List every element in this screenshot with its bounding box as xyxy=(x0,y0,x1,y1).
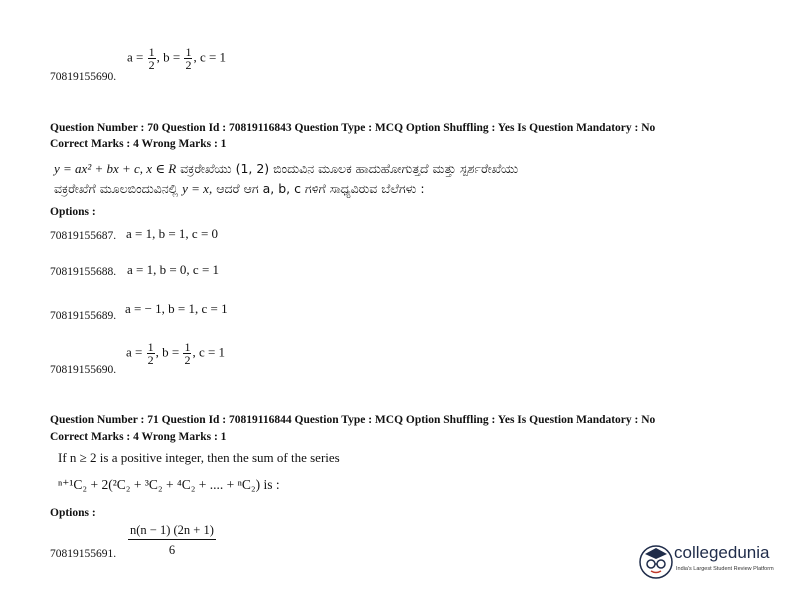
option-id: 70819155689. xyxy=(50,310,117,322)
question-kannada-text: ಆದರೆ ಆಗ a, b, c ಗಳಿಗೆ ಸಾಧ್ಯವಿರುವ ಬೆಲೆಗಳು : xyxy=(216,181,425,196)
top-option-math xyxy=(127,46,226,71)
question-math: y = ax² + bx + c, x ∈ R xyxy=(54,161,177,176)
logo-name: collegedunia xyxy=(674,543,770,562)
fraction xyxy=(147,341,155,366)
fraction-denominator: 2 xyxy=(147,353,154,367)
option-text[interactable]: a = 1, b = 1, c = 0 xyxy=(126,226,219,241)
fraction xyxy=(184,46,192,71)
option-id: 70819155687. xyxy=(50,230,117,242)
fraction-numerator: 1 xyxy=(184,340,191,354)
fraction-denominator: 2 xyxy=(184,353,191,367)
math-suffix: , c = 1 xyxy=(192,344,226,360)
fraction-denominator: 6 xyxy=(168,543,176,557)
fraction-numerator: 1 xyxy=(148,45,155,59)
options-label: Options : xyxy=(50,507,96,519)
option-id: 70819155690. xyxy=(50,71,117,83)
fraction-numerator: n(n − 1) (2n + 1) xyxy=(128,523,216,540)
question-header: Question Number : 70 Question Id : 70819116843 Question Type : MCQ Option Shuffling : Yes Is Question Mandatory : No xyxy=(50,122,656,134)
option-text[interactable] xyxy=(126,341,225,366)
options-label: Options : xyxy=(50,206,96,218)
math-mid: , b = xyxy=(156,49,181,65)
question-kannada-text: ವಕ್ರರೇಖೆಯು (1, 2) ಬಿಂದುವಿನ ಮೂಲಕ ಹಾದುಹೋಗುತ್ತದೆ ಮತ್ತು ಸ್ಪರ್ಶರೇಖೆಯು xyxy=(180,161,519,176)
question-header: Question Number : 71 Question Id : 70819116844 Question Type : MCQ Option Shuffling : Yes Is Question Mandatory : No xyxy=(50,414,656,426)
question-series: ⁿ⁺¹C₂ + 2(²C₂ + ³C₂ + ⁴C₂ + .... + ⁿC₂) is : xyxy=(58,477,280,492)
option-text[interactable] xyxy=(127,523,217,557)
math-suffix: , c = 1 xyxy=(193,49,227,65)
fraction xyxy=(128,523,216,557)
math-mid: , b = xyxy=(155,344,180,360)
question-kannada-text: ವಕ್ರರೇಖೆಗೆ ಮೂಲಬಿಂದುವಿನಲ್ಲಿ xyxy=(54,181,179,196)
option-text[interactable]: a = 1, b = 0, c = 1 xyxy=(127,262,220,277)
fraction-numerator: 1 xyxy=(185,45,192,59)
fraction-numerator: 1 xyxy=(147,340,154,354)
question-math: y = x, xyxy=(182,181,213,196)
option-text[interactable]: a = − 1, b = 1, c = 1 xyxy=(125,301,228,316)
fraction-denominator: 2 xyxy=(185,58,192,72)
fraction xyxy=(183,341,191,366)
fraction xyxy=(148,46,156,71)
marks-line: Correct Marks : 4 Wrong Marks : 1 xyxy=(50,431,227,443)
question-text-line-1 xyxy=(54,160,518,178)
math-prefix: a = xyxy=(126,344,143,360)
math-prefix: a = xyxy=(127,49,144,65)
option-id: 70819155690. xyxy=(50,364,117,376)
marks-line: Correct Marks : 4 Wrong Marks : 1 xyxy=(50,138,227,150)
question-text-line-1: If n ≥ 2 is a positive integer, then the sum of the series xyxy=(58,450,340,465)
fraction-denominator: 2 xyxy=(148,58,155,72)
question-text-line-2 xyxy=(54,180,425,198)
logo-tagline: India's Largest Student Review Platform xyxy=(676,566,774,572)
option-id: 70819155688. xyxy=(50,266,117,278)
option-id: 70819155691. xyxy=(50,548,117,560)
